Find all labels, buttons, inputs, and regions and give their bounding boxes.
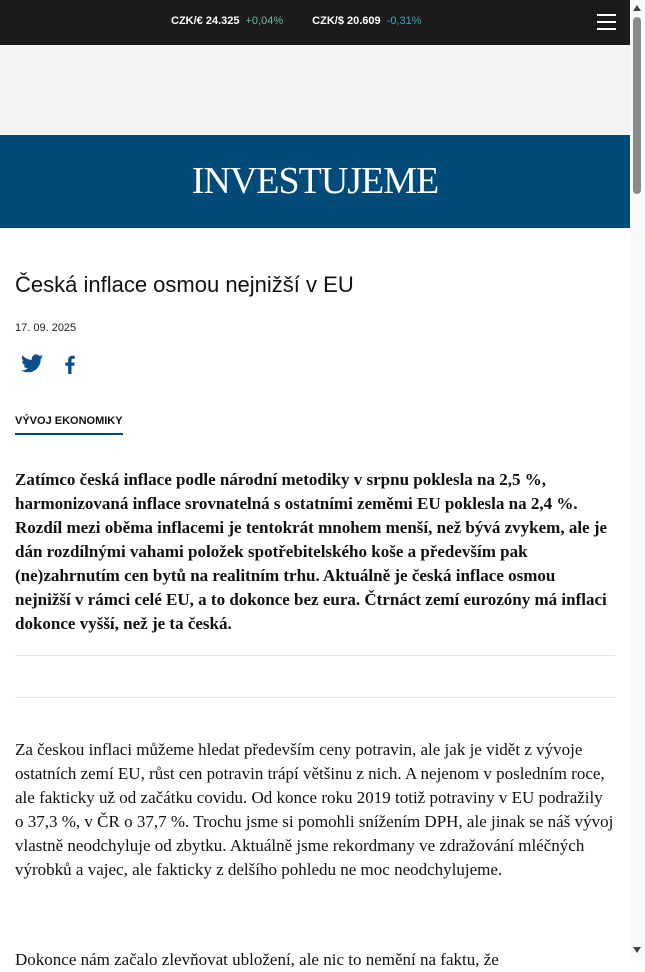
- quote-czk-usd[interactable]: [312, 15, 421, 27]
- menu-bar: [597, 14, 616, 16]
- hamburger-menu-icon[interactable]: [597, 14, 616, 31]
- quote-czk-eur[interactable]: [171, 15, 283, 27]
- currency-ticker-bar: [0, 0, 630, 45]
- divider: [15, 655, 615, 656]
- brand-bar: [0, 135, 630, 228]
- article-paragraph: Dokonce nám začalo zlevňovat ubložení, ale nic to nemění na faktu, že: [15, 950, 499, 969]
- article-date: 17. 09. 2025: [15, 322, 77, 334]
- quote-czk-usd-change: -0,31%: [386, 15, 422, 27]
- quote-czk-eur-change: +0,04%: [245, 15, 284, 27]
- menu-bar: [597, 21, 616, 23]
- scrollbar[interactable]: [630, 0, 645, 961]
- quote-czk-usd-label: CZK/$ 20.609: [312, 15, 381, 27]
- article-paragraph: Za českou inflaci můžeme hledat především ceny potravin, ale jak je vidět z vývoje ostatních zemí EU, růst cen potravin trápí většinu z nich. A nejenom v posledním roce, ale fakticky už od začátku covidu. Od konce roku 2019 totiž potraviny v EU podražily o 37,3 %, v ČR o 37,7 %. Trochu jsme si pomohli snížením DPH, ale jinak se náš vývoj vlastně neodchyluje od zbytku. Aktuálně jsme rekordmany ve zdražování mléčných výrobků a vajec, ale fakticky z delšího pohledu ne moc neodchylujeme.: [15, 740, 614, 879]
- divider: [15, 697, 615, 698]
- article-title: Česká inflace osmou nejnižší v EU: [15, 272, 354, 297]
- scrollbar-thumb[interactable]: [633, 17, 641, 194]
- twitter-icon[interactable]: [20, 352, 44, 376]
- article-perex: Zatímco česká inflace podle národní metodiky v srpnu poklesla na 2,5 %, harmonizovaná inflace srovnatelná s ostatními zeměmi EU poklesla na 2,4 %. Rozdíl mezi oběma inflacemi je tentokrát mnohem menší, než bývá zvykem, ale je dán rozdílnými vahami položek spotřebitelského koše a především pak (ne)zahrnutím cen bytů na realitním trhu. Aktuálně je česká inflace osmou nejnižší v rámci celé EU, a to dokonce bez eura. Čtrnáct zemí eurozóny má inflaci dokonce vyšší, než je ta česká.: [15, 470, 608, 633]
- quote-czk-eur-label: CZK/€ 24.325: [171, 15, 240, 27]
- site-logo[interactable]: INVESTUJEME: [191, 160, 439, 202]
- ad-placeholder: [0, 45, 630, 135]
- scroll-up-arrow-icon[interactable]: [633, 5, 641, 11]
- currency-quotes: [171, 15, 422, 27]
- category-link[interactable]: VÝVOJ EKONOMIKY: [15, 415, 123, 435]
- scroll-down-arrow-icon[interactable]: [633, 947, 641, 953]
- facebook-icon[interactable]: [58, 352, 82, 376]
- menu-bar: [597, 28, 616, 30]
